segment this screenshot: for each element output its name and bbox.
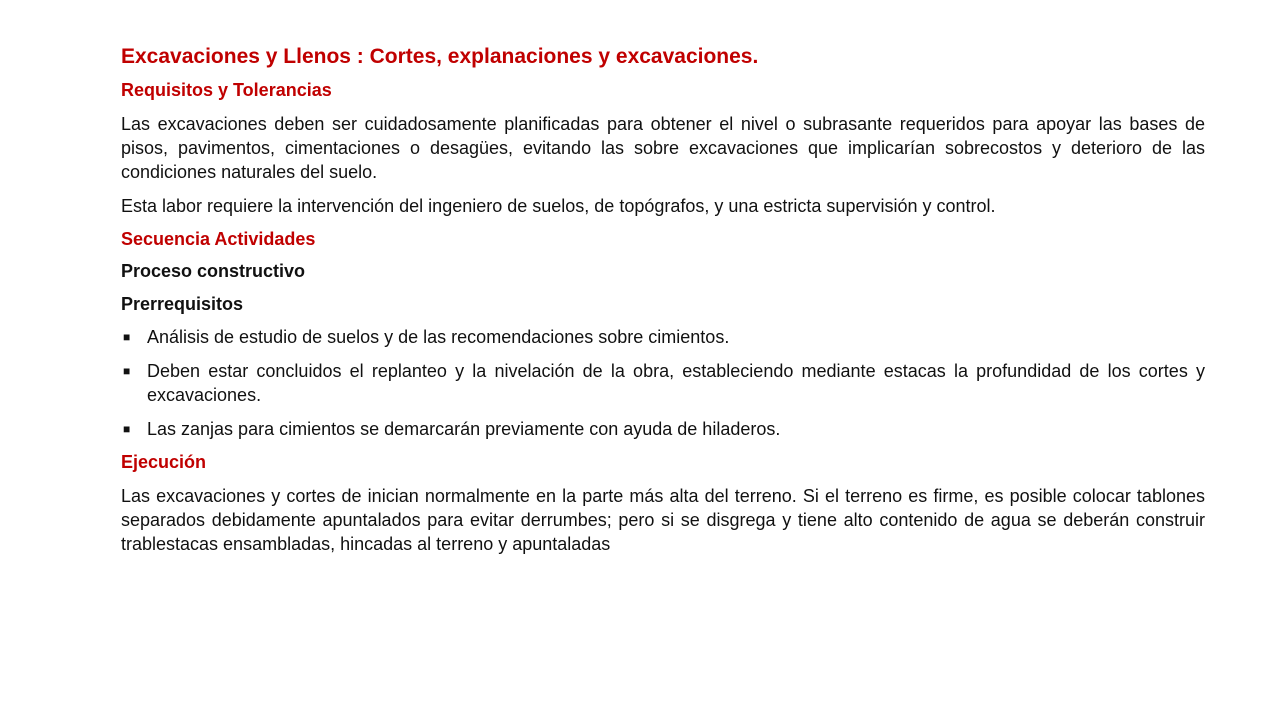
ejecucion-heading: Ejecución — [121, 452, 207, 473]
proceso-heading: Proceso constructivo — [121, 261, 306, 282]
requisitos-paragraph-1: Las excavaciones deben ser cuidadosamente planificadas para obtener el nivel o subrasante requeridos para apoyar las bases de pisos, pavimentos, cimentaciones o desagües, evitando las sobre excavaciones que implicarían sobrecostos y deterioro de las condiciones naturales del suelo. — [121, 113, 1205, 182]
list-item-text: Las zanjas para cimientos se demarcarán previamente con ayuda de hiladeros. — [147, 419, 781, 440]
list-item — [121, 417, 1205, 441]
ejecucion-paragraph: Las excavaciones y cortes de inician normalmente en la parte más alta del terreno. Si el terreno es firme, es posible colocar tablones separados debidamente apuntalados para evitar derrumbes; pero si se disgrega y tiene alto contenido de agua se deberán construir trablestacas ensambladas, hincadas al terreno y apuntaladas — [121, 485, 1205, 554]
prerrequisitos-heading: Prerrequisitos — [121, 293, 244, 314]
requisitos-paragraph-2: Esta labor requiere la intervención del ingeniero de suelos, de topógrafos, y una estricta supervisión y control. — [121, 195, 996, 216]
square-bullet-icon: ■ — [123, 330, 131, 345]
prerrequisitos-list — [121, 325, 1205, 441]
square-bullet-icon: ■ — [123, 364, 131, 379]
slide-content — [121, 44, 1205, 566]
requisitos-heading: Requisitos y Tolerancias — [121, 80, 332, 101]
list-item-text: Deben estar concluidos el replanteo y la nivelación de la obra, estableciendo mediante estacas la profundidad de los cortes y excavaciones. — [147, 361, 1205, 406]
slide-title: Excavaciones y Llenos : Cortes, explanaciones y excavaciones. — [121, 45, 759, 68]
secuencia-heading: Secuencia Actividades — [121, 228, 316, 249]
list-item-text: Análisis de estudio de suelos y de las recomendaciones sobre cimientos. — [147, 327, 730, 348]
list-item — [121, 359, 1205, 407]
square-bullet-icon: ■ — [123, 422, 131, 437]
list-item — [121, 325, 1205, 349]
